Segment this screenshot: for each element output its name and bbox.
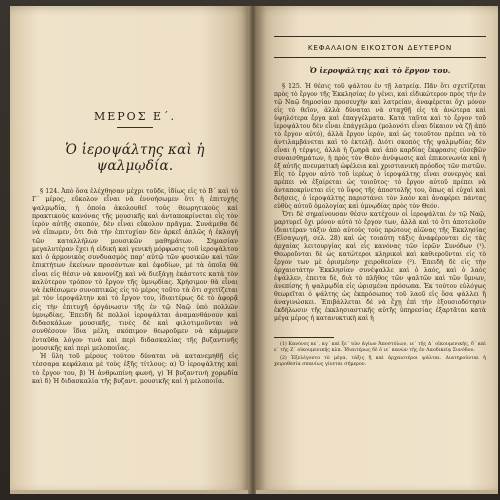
paragraph: Ὅτι δὲ σημαίνουσαν θέσιν κατέχουν οἱ ἱεροψάλται ἐν τῷ Ναῷ, μαρτυρεῖ ὄχι μόνον αὐτὸ τὸ ἔργον των, ἀλλὰ καὶ τὸ ὅτι ἀποτελοῦν ἰδιαιτέραν τάξιν ἀπὸ αὐτοὺς τοὺς πρώτους αἰῶνας τῆς Ἐκκλησίας (Εἰσαγωγή, σελ. 28) καὶ ὡς τοιαύτη τάξις ἀναφέρονται εἰς τὰς ἀρχαίας λειτουργίας καὶ εἰς κανόνας τῶν ἱερῶν Συνόδων (¹). Θεωροῦνται δὲ ὡς κατώτεροι κληρικοὶ καὶ καθιεροῦνται εἰς τὸ ἔργον των μὲ ὁρισμένην χειροθεσίαν (²). Ἐπειδὴ δὲ εἰς τὴν ἀρχαιοτάτην Ἐκκλησίαν συνέψαλλε καὶ ὁ λαός, καὶ ὁ λαὸς ἐψάλλεν, ἐπειτα δὲ, διὰ τὸ πλῆθος τῶν ψαλτῶν καὶ τῶν ὕμνων, ἀνεπίσης ἡ ψαλμῳδία εἰς ὡρισμένα πρόσωπα. Ἐκ τούτου εὐλόγως θεωρεῖται ὁ ψάλτης ὡς ἐκπρόσωπος τοῦ λαοῦ εἰς ὅσα ψάλλει ἢ ἀναγινώσκει. Ἐπιβάλλεται δὲ νὰ ἔχῃ ἐπὶ τὴν ἐξουσιοδότησιν ἐκδήλωσιν τῆς ἐκκλησιαστικῆς αὐτῆς ὑπηρεσίας ἐξαρτᾶται κατὰ μέγα μέρος ἡ κατανυκτικὴ καὶ ἡ xyxy=(274,211,486,322)
page-edge xyxy=(256,490,498,494)
header-rule xyxy=(274,36,486,37)
left-page xyxy=(10,6,250,494)
page-edge xyxy=(10,490,250,494)
paragraph: § 125. Ἡ θέσις τοῦ ψάλτου ἐν τῇ λατρείᾳ. Πᾶν ὅτι σχετίζεται πρὸς τὸ ἔργον τῆς Ἐκκλησίας ἐν γένει, καὶ εἰδικώτερον πρὸς τὴν ἐν τῷ Ναῷ δημοσίαν προσευχὴν καὶ λατρείαν, ἀναφέρεται ὅχι μόνον εἰς τὸ θεῖον, ἀλλὰ δύναται νὰ σταχθῇ εἰς τὰ ἀνώτερα καὶ ὑψηλότερα ἔργα καὶ ἐπαγγέλματα. Κατὰ ταῦτα καὶ τὸ ἔργον τοῦ ἱεροψάλτου δὲν εἶναι ἐπάγγελμα (μολονότι εἶναι δίκαιον νὰ ζῇ ἀπὸ τὸ ἔργον αὐτό), ἀλλὰ ἔργον ἱερόν, καὶ ὡς τοιοῦτον πρέπει νὰ τὸ ἀντιλαμβάνεται καὶ τὸ ἐκτελῇ. Διότι σκοπὸς τῆς ψαλμῳδίας δὲν εἶναι ἡ τέρψις, ἀλλὰ ἡ ζωηρὰ καὶ ἀπὸ καρδίας ἔκφρασις εὐσεβῶν συναισθημάτων, ἡ πρὸς τὸν Θεὸν ἀνύψωσις καὶ ἐπικοινωνία καὶ ἡ ἐξ αὐτῆς πνευματικὴ ὠφέλεια καὶ χριστιανικὴ πρόοδος τῶν πιστῶν. Εἰς τὸ ἔργον αὐτὸ τοῦ ἱερέως ὁ ἱεροψάλτης εἶναι συνεργὸς καὶ πρέπει νὰ ἐξαίρεται ὡς τοιοῦτος· τὸ ἔργον αὐτοῦ πρέπει νὰ ἀνταποκρίνεται εἰς τὸ ὕψος τῆς ἀποστολῆς του, ὅπως αἱ εὐχαὶ καὶ δεήσεις, ὁ ἱεροψάλτης παριστάνει τὸν λαὸν καὶ ἀναφέρει πάντας εὐθὺς αὐτοῦ ὁμολογίας καὶ ὑμνῳδίας πρὸς τὸν Θεόν. xyxy=(274,83,486,210)
right-body xyxy=(274,83,486,323)
footnote: (2) Ἐξελέγοντο τὸ μέγα, τάξις ἢ καὶ ἀρχαιοτέροι ψάλται. Διατηροῦνται ἡ χειροθεσία σπανίως γίνεται σήμερον. xyxy=(274,355,486,368)
left-page-content xyxy=(32,6,238,386)
running-head: ΚΕΦΑΛΑΙΟΝ ΕΙΚΟΣΤΟΝ ΔΕΥΤΕΡΟΝ xyxy=(307,43,453,52)
header-rule xyxy=(274,57,486,58)
footnote: (1) Κανόνες κε΄, κγ΄ καὶ ξε΄ τῶν ἁγίων Ἀποστόλων, ιε΄ τῆς Δ΄ οἰκουμενικῆς, δ΄ καὶ ε΄ τῆς Ζ΄ οἰκουμενικῆς κλπ. Ἰδιαιτέρως δὲ ὁ ιε΄ κανὼν τῆς ἐν Λαοδικείᾳ Συνόδου. xyxy=(274,342,486,354)
subsection-title: Ὁ ἱεροψάλτης καὶ τὸ ἔργον του. xyxy=(309,66,451,75)
title-rule xyxy=(117,127,153,128)
paragraph: § 124. Ἀπὸ ὅσα ἐλέχθησαν μέχρι τοῦδε, ἰδίως εἰς τὸ Β΄ καὶ τὸ Γ΄ μέρος, εὔκολον εἶναι νὰ ἐννοήσωμεν ὅτι ἡ ἐπιτυχὴς ψαλμῳδία, ἡ ὁποία ἀκολουθεῖ τοὺς θεωρητικοὺς καὶ πρακτικοὺς κανόνας τῆς μουσικῆς καὶ ἀνταποκρίνεται εἰς τὸν ἱερὸν αὐτῆς σκοπόν, δὲν εἶναι εὔκολον πρᾶγμα. Συνάμεθα δὲ νὰ εἴπωμεν, ὅτι διὰ τὴν ἐπιτυχίαν δὲν ἀρκεῖ ἁπλῶς ἡ ἐκλογὴ τῶν καταλλήλων μουσικῶν μαθημάτων. Σημασίαν μεγαλυτέραν ἔχει ἡ εἰδικὴ καὶ γενικὴ μόρφωσις τοῦ ἱεροψάλτου καὶ ὁ ἀρμονικὸς συνδυασμὸς παρ' αὐτῷ τῶν φυσικῶν καὶ τῶν ἐπικτήτων ἐκείνων προσόντων καὶ ἐφοδίων, μὲ τὰ ὁποῖα θὰ εἶναι εἰς θέσιν νὰ κανονίζῃ καὶ νὰ διεξάγῃ ἑκάστοτε κατὰ τὸν καλύτερον τρόπον τὸ ἔργον τῆς ὑμνῳδίας. Χρήσιμον θὰ εἶναι νὰ ἐκθέσωμεν συνοπτικῶς εἰς τὸ μέρος τοῦτο τὰ ὅτι σχετίζεται μὲ τὸν ἱεροψάλτην καὶ τὸ ἔργον του, ἰδιαιτέρως δὲ τὸ ἀφορᾷ εἰς τὴν ἐπιτυχῆ ὀργάνωσιν τῆς ἐν τῷ Ναῷ ὑπὸ πολλῶν ὑμνῳδίας. Ἐπειδὴ δὲ πολλοὶ ἱεροψάλται ἀναμανθάνουν καὶ διδασκάλων μουσικῆς, τινὲς δὲ καὶ φιλοτιμοῦνται νὰ συνθέσουν ἴδια μέλη, σκόπιμον θεωροῦμεν νὰ κάμωμεν ἐνταῦθα λόγον τινὰ καὶ περὶ διδασκαλίας τῆς βυζαντινῆς μουσικῆς καὶ περὶ μελοποιΐας. xyxy=(32,188,238,352)
open-book xyxy=(10,6,498,498)
section-title: Ὁ ἱεροψάλτης καὶ ἡ ψαλμῳδία. xyxy=(65,142,205,174)
part-title: ΜΕΡΟΣ Ε΄. xyxy=(93,110,176,123)
right-page-content xyxy=(274,6,486,370)
footnote-rule xyxy=(274,337,334,338)
left-body xyxy=(32,188,238,386)
right-page xyxy=(256,6,498,494)
paragraph: Ἡ ὕλη τοῦ μέρους τούτου δύναται νὰ κατανεμηθῇ εἰς τέσσαρα κεφάλαια μὲ τοὺς ἑξῆς τίτλους: α) Ὁ ἱεροψάλτης καὶ τὸ ἔργον του, β) Ἡ ἀνθρωπίνη φωνή, γ) Ἡ βυζαντινὴ χορῳδία καὶ δ) Ἡ διδασκαλία τῆς βυζαντ. μουσικῆς καὶ ἡ μελοποιΐα. xyxy=(32,353,238,385)
footnotes xyxy=(274,342,486,369)
